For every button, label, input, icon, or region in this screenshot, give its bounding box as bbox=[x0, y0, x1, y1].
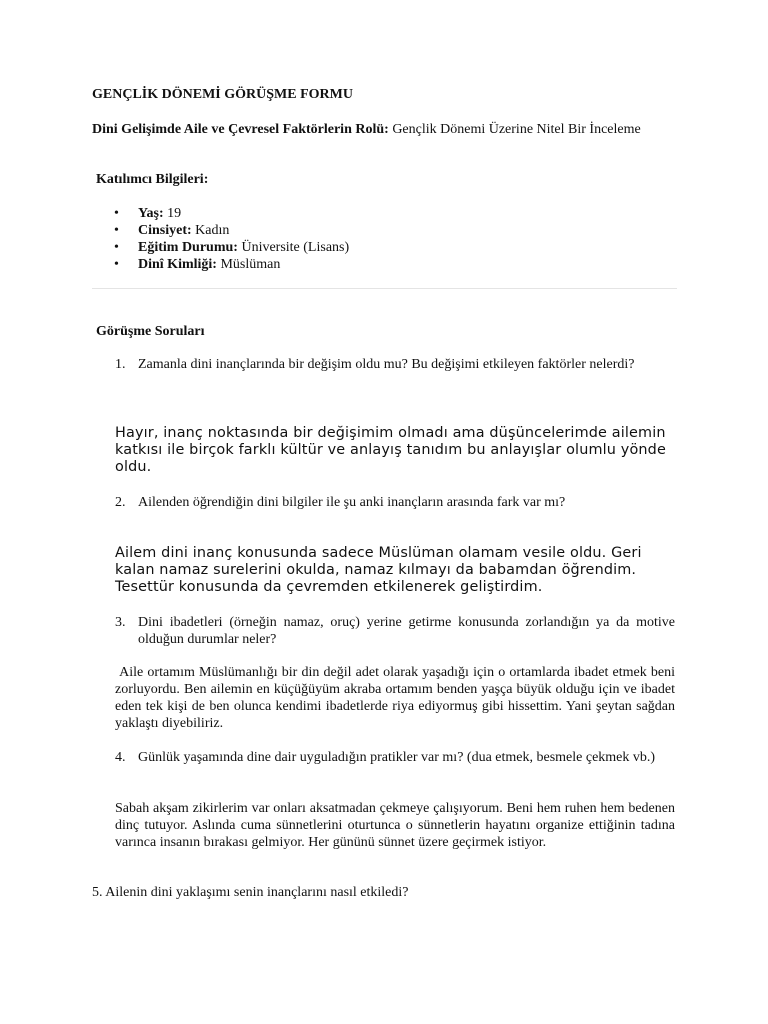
document-title: GENÇLİK DÖNEMİ GÖRÜŞME FORMU bbox=[92, 87, 353, 102]
question-number: 3. bbox=[115, 615, 126, 630]
answer-3: Aile ortamım Müslümanlığı bir din değil adet olarak yaşadığı için o ortamlarda ibadet etmek beni zorluyordu. Ben ailemin en küçüğüyüm akraba ortamım benden yaşça büyük olduğu için ve ibadet eden tek kişi de ben olunca kendimi ibadetlerde riya ediyormuş gibi hissettim. Yani şeytan sağdan yaklaştı diyebiliriz. bbox=[115, 665, 679, 731]
item-label: Cinsiyet: bbox=[138, 223, 192, 238]
section-divider bbox=[92, 288, 677, 289]
subtitle-bold: Dini Gelişimde Aile ve Çevresel Faktörlerin Rolü: bbox=[92, 122, 389, 137]
participant-item-religion bbox=[92, 256, 492, 273]
answer-4: Sabah akşam zikirlerim var onları aksatmadan çekmeye çalışıyorum. Beni hem ruhen hem bedenen dinç tutuyor. Aslında cuma sünnetlerini oturtunca o sünnetlerin hayatını organize ettiğinin tadına varınca insanın bırakası gelmiyor. Her gününü sünnet üzere geçirmek istiyor. bbox=[115, 801, 675, 850]
question-number: 2. bbox=[115, 495, 126, 510]
questions-heading: Görüşme Soruları bbox=[96, 324, 205, 339]
question-number: 4. bbox=[115, 750, 126, 765]
question-4 bbox=[115, 749, 675, 766]
document-subtitle bbox=[92, 121, 677, 138]
question-5: 5. Ailenin dini yaklaşımı senin inançlarını nasıl etkiledi? bbox=[92, 885, 409, 900]
bullet-icon: • bbox=[114, 223, 119, 238]
participant-item-education bbox=[92, 239, 492, 256]
item-value: Üniversite (Lisans) bbox=[237, 240, 350, 255]
subtitle-rest: Gençlik Dönemi Üzerine Nitel Bir İnceleme bbox=[388, 122, 641, 137]
question-text: Günlük yaşamında dine dair uyguladığın pratikler var mı? (dua etmek, besmele çekmek vb.) bbox=[138, 750, 656, 765]
question-number: 1. bbox=[115, 357, 126, 372]
question-text: Ailenden öğrendiğin dini bilgiler ile şu anki inançların arasında fark var mı? bbox=[138, 495, 566, 510]
participant-item-gender bbox=[92, 222, 492, 239]
item-value: Müslüman bbox=[216, 257, 281, 272]
question-3 bbox=[115, 614, 675, 648]
item-label: Dinî Kimliği: bbox=[138, 257, 217, 272]
answer-1: Hayır, inanç noktasında bir değişimim olmadı ama düşüncelerimde ailemin katkısı ile birçok farklı kültür ve anlayış tanıdım bu anlayışlar olumlu yönde oldu. bbox=[115, 425, 666, 475]
answer-2: Ailem dini inanç konusunda sadece Müslüman olamam vesile oldu. Geri kalan namaz surelerini okulda, namaz kılmayı da babamdan öğrendim. Tesettür konusunda da çevremden etkilenerek geliştirdim. bbox=[115, 545, 642, 595]
question-1 bbox=[115, 356, 675, 373]
item-value: 19 bbox=[163, 206, 182, 221]
question-text: Dini ibadetleri (örneğin namaz, oruç) yerine getirme konusunda zorlandığın ya da motive olduğun durumlar neler? bbox=[138, 615, 675, 647]
item-label: Yaş: bbox=[138, 206, 164, 221]
participant-info-list bbox=[92, 205, 492, 273]
item-value: Kadın bbox=[191, 223, 230, 238]
participant-heading: Katılımcı Bilgileri: bbox=[96, 172, 209, 187]
participant-item-age bbox=[92, 205, 492, 222]
question-text: Zamanla dini inançlarında bir değişim oldu mu? Bu değişimi etkileyen faktörler nelerdi? bbox=[138, 357, 635, 372]
bullet-icon: • bbox=[114, 240, 119, 255]
question-2 bbox=[115, 494, 675, 511]
bullet-icon: • bbox=[114, 257, 119, 272]
bullet-icon: • bbox=[114, 206, 119, 221]
item-label: Eğitim Durumu: bbox=[138, 240, 238, 255]
